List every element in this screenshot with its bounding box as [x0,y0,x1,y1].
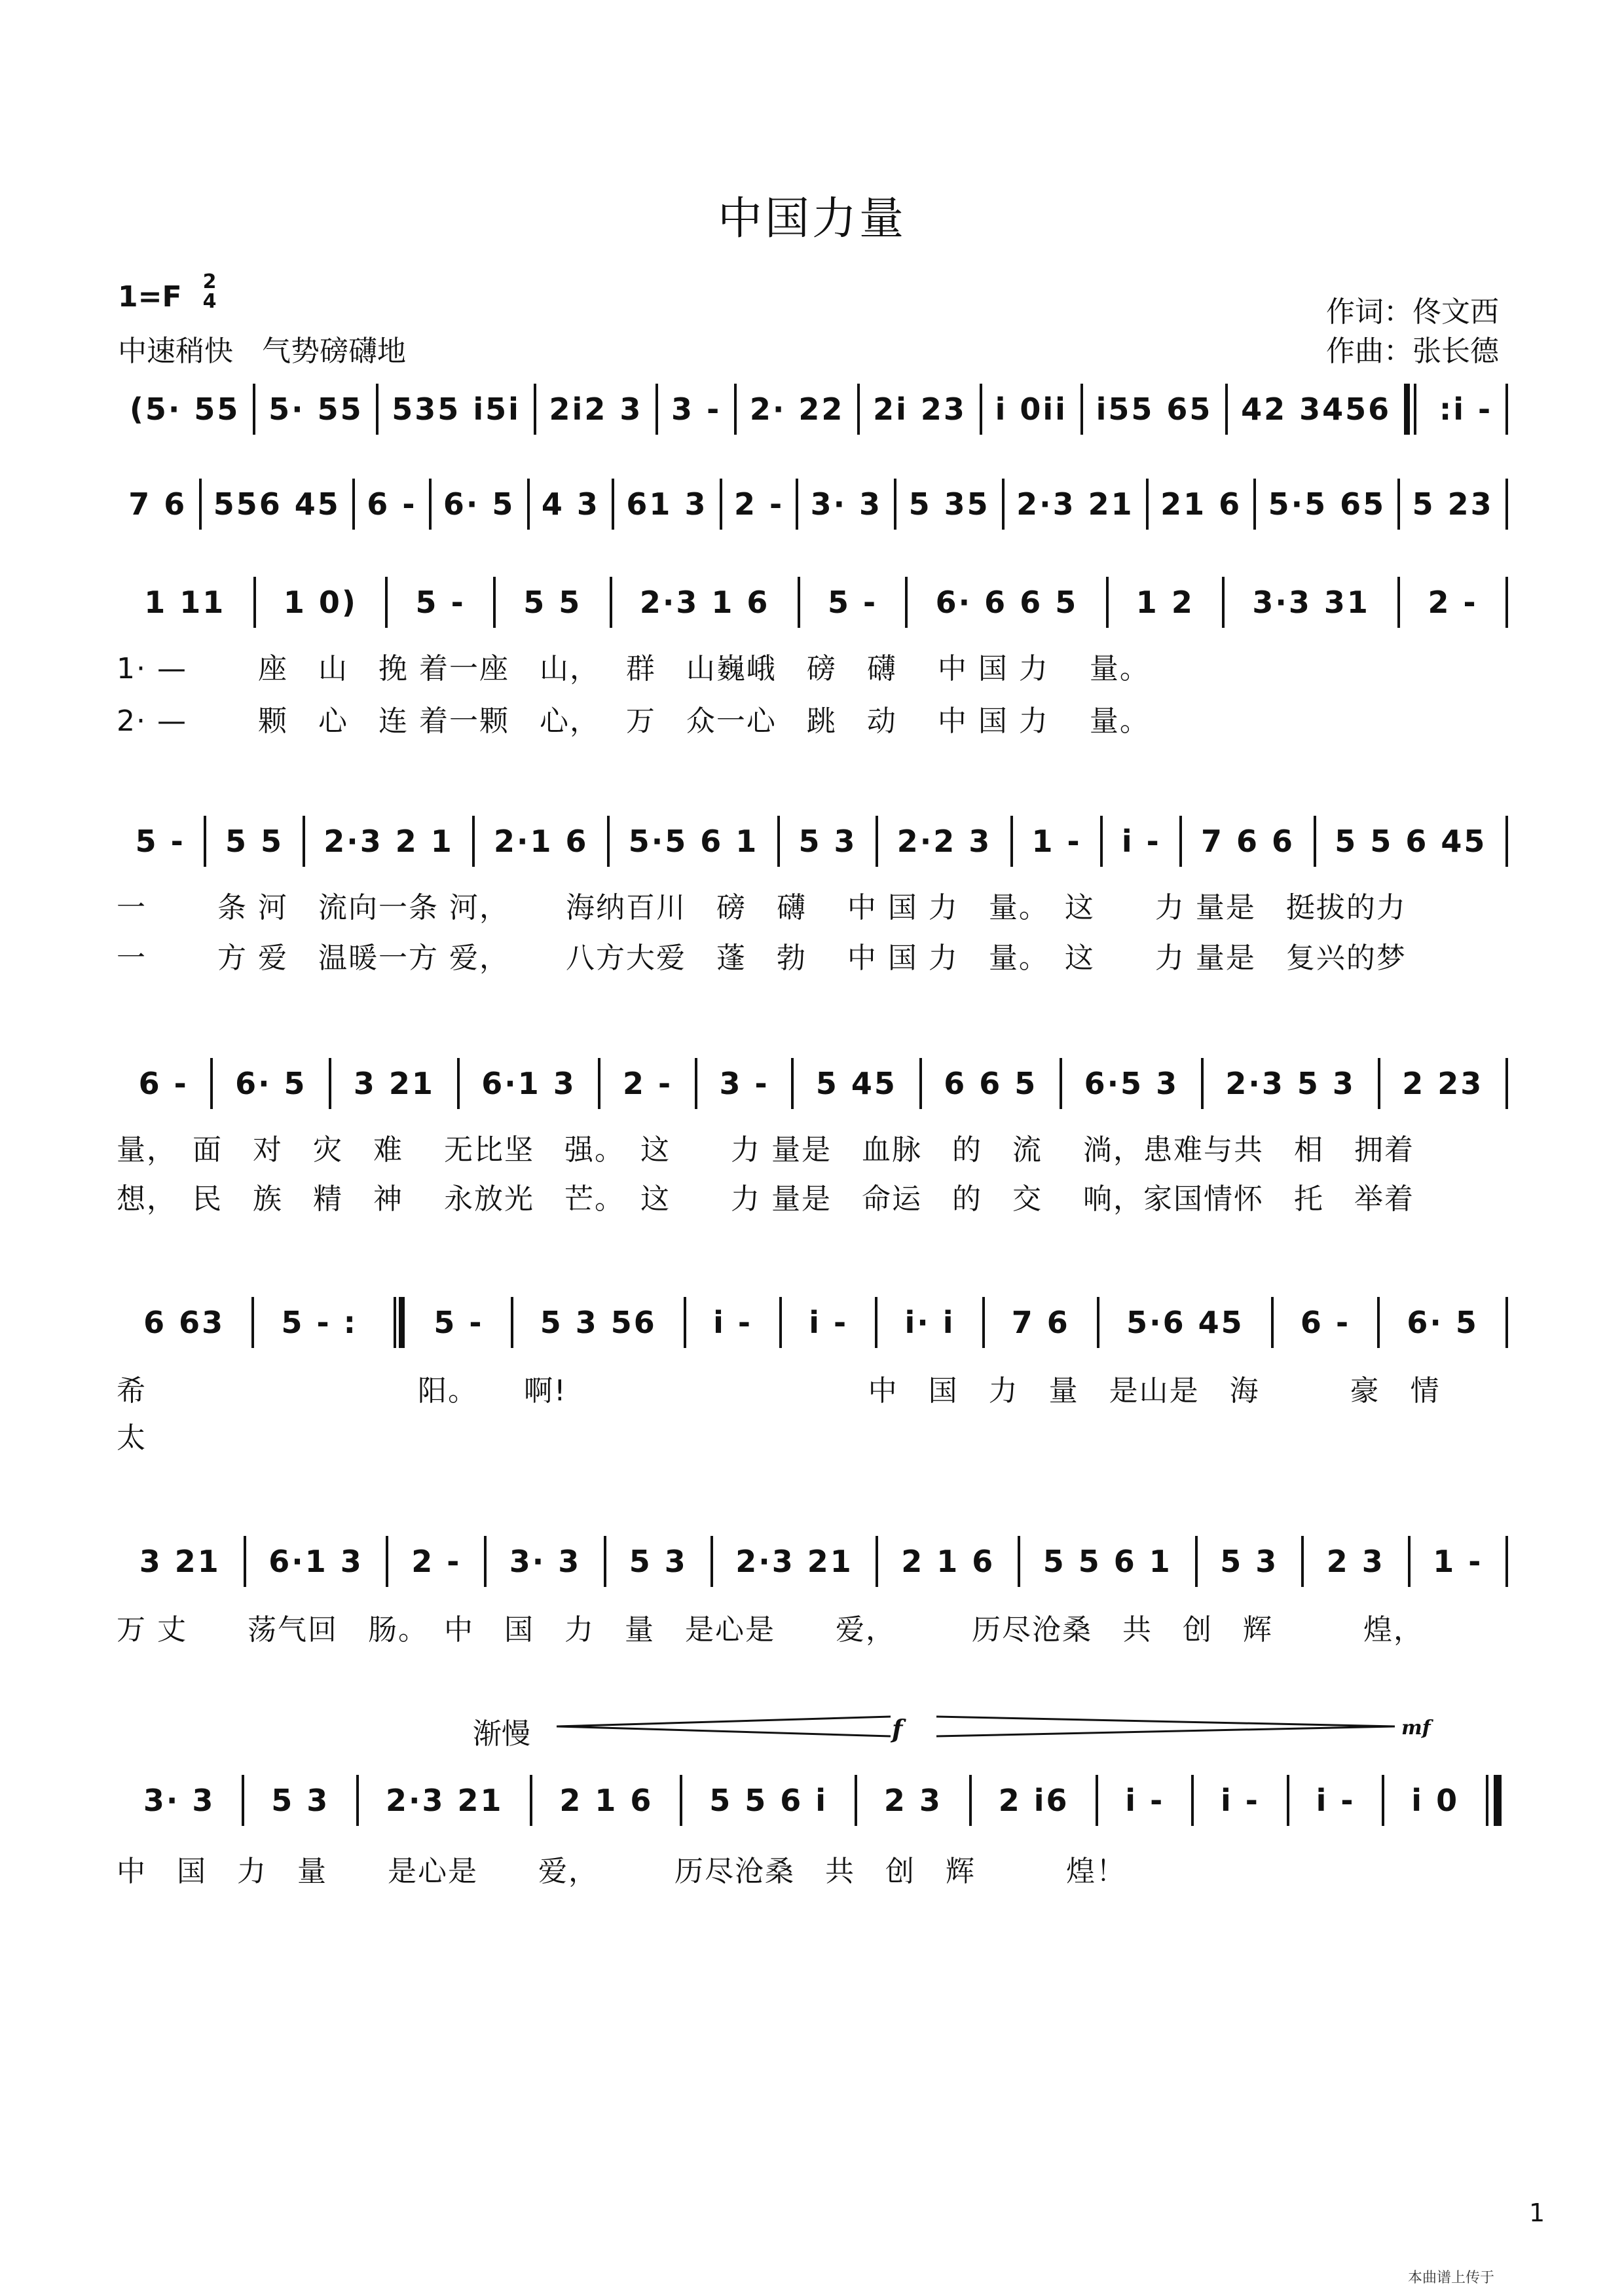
notation-row [117,815,1508,867]
measure: 3· 3 [143,1783,215,1818]
barline [1505,1536,1508,1587]
notation-row [117,383,1508,435]
measure: 2 - [411,1544,462,1579]
measure: 6· 5 [1407,1305,1479,1340]
measure: 3 - [719,1066,769,1101]
measure: 2 3 [883,1783,942,1818]
measure: (5· 55 [129,392,240,427]
notation-row [117,1057,1508,1110]
page-number: 1 [1529,2198,1545,2227]
lyric-verse-2: 2· — 颗 心 连 着一颗 心， 万 众一心 跳 动 中 国 力 量。 [117,704,1150,738]
measure: 3 21 [353,1066,435,1101]
measure: 7 6 [128,486,187,522]
measure: i - [1121,824,1161,859]
dynamic-mezzo-forte: mf [1401,1717,1431,1740]
barline [1505,816,1508,867]
measure: 6· 5 [235,1066,307,1101]
measure: 2i 23 [873,392,967,427]
measure: 6·5 3 [1084,1066,1179,1101]
dynamic-forte: f [892,1714,903,1743]
notation-row [117,576,1508,629]
measure: 3 21 [139,1544,221,1579]
measure: 2·2 3 [896,824,992,859]
measure: :i - [1439,392,1493,427]
ritardando-marking: 渐慢 [473,1717,530,1751]
measure: 5 5 [523,585,582,620]
measure: 61 3 [626,486,708,522]
measure: 2·3 21 [735,1544,853,1579]
measure: 2 i6 [998,1783,1069,1818]
lyric-verse-1: 量， 面 对 灾 难 无比坚 强。 这 力 量是 血脉 的 流 淌，患难与共 相 拥着 [117,1133,1414,1167]
measure: 5 - [434,1305,484,1340]
lyric-verse-1: 万 丈 荡气回 肠。 中 国 力 量 是心是 爱， 历尽沧桑 共 创 辉 煌， [117,1613,1424,1647]
measure: 5 23 [1412,486,1494,522]
lyric-verse-1: 1· — 座 山 挽 着一座 山， 群 山巍峨 磅 礴 中 国 力 量。 [117,652,1150,685]
measure: 5·5 65 [1268,486,1386,522]
key-signature: 1=F [118,280,182,314]
measure: i - [1220,1783,1260,1818]
measure: 5 - [827,585,878,620]
measure: 535 i5i [392,392,521,427]
measure: 5 - : [281,1305,358,1340]
notation-row [117,1774,1508,1827]
measure: 2·3 21 [386,1783,504,1818]
measure: 2i2 3 [549,392,643,427]
time-signature-bottom: 4 [202,290,217,313]
measure: 2 23 [1402,1066,1484,1101]
measure: 6· 5 [443,486,515,522]
measure: 3·3 31 [1252,585,1370,620]
lyric-verse-1: 希 阳。 啊! 中 国 力 量 是山是 海 豪 情 [117,1374,1441,1408]
measure: 6·1 3 [268,1544,363,1579]
measure: 2·3 5 3 [1225,1066,1356,1101]
lyric-verse-2: 太 [117,1421,147,1455]
notation-row [117,1535,1508,1588]
measure: 3· 3 [810,486,883,522]
measure: i 0ii [995,392,1067,427]
measure: 21 6 [1160,486,1242,522]
measure: 2·3 21 [1016,486,1134,522]
measure: 6 - [1300,1305,1351,1340]
barline [1505,1297,1508,1348]
measure: 42 3456 [1241,392,1392,427]
measure: 1 - [1433,1544,1483,1579]
measure: i· i [904,1305,955,1340]
measure: i 0 [1411,1783,1460,1818]
upload-footer: 本曲谱上传于 [1408,2270,1495,2286]
song-title: 中国力量 [717,193,906,245]
measure: i - [1125,1783,1165,1818]
measure: i - [713,1305,752,1340]
barline [1505,1058,1508,1109]
measure: 4 3 [541,486,600,522]
measure: 5 45 [815,1066,897,1101]
measure: 6 6 5 [944,1066,1038,1101]
measure: 2·3 1 6 [639,585,770,620]
measure: 5 35 [908,486,990,522]
time-signature-top: 2 [202,270,217,293]
crescendo-decrescendo-hairpin [557,1710,1434,1743]
measure: 1 - [1031,824,1082,859]
measure: 6 - [138,1066,189,1101]
tempo-marking: 中速稍快 气势磅礴地 [118,335,406,368]
measure: 5·5 6 1 [628,824,759,859]
measure: 5 5 6 45 [1335,824,1487,859]
barline [1505,384,1508,435]
measure: 2 - [733,486,784,522]
measure: 7 6 6 [1201,824,1295,859]
measure: 6 63 [143,1305,225,1340]
measure: 2· 22 [749,392,845,427]
measure: 1 2 [1135,585,1194,620]
lyric-verse-2: 一 方 爱 温暖一方 爱， 八方大爱 蓬 勃 中 国 力 量。 这 力 量是 复兴的梦 [117,941,1407,975]
measure: 5 3 56 [540,1305,657,1340]
lyric-verse-2: 想， 民 族 精 神 永放光 芒。 这 力 量是 命运 的 交 响，家国情怀 托 举着 [117,1182,1414,1216]
measure: i55 65 [1096,392,1213,427]
measure: 5·6 45 [1126,1305,1244,1340]
measure: 5 3 [629,1544,688,1579]
measure: 2·1 6 [494,824,589,859]
measure: i - [809,1305,849,1340]
lyric-verse-1: 中 国 力 量 是心是 爱， 历尽沧桑 共 创 辉 煌！ [117,1855,1126,1888]
measure: 2 1 6 [901,1544,995,1579]
final-barline [1486,1775,1508,1826]
measure: 2 - [1428,585,1478,620]
measure: 3· 3 [509,1544,581,1579]
measure: 2 - [623,1066,673,1101]
measure: 2 1 6 [559,1783,654,1818]
measure: 3 - [671,392,722,427]
measure: 1 0) [283,585,358,620]
measure: 6·1 3 [481,1066,576,1101]
measure: i - [1316,1783,1356,1818]
measure: 556 45 [213,486,341,522]
measure: 5 5 [225,824,284,859]
measure: 7 6 [1011,1305,1070,1340]
measure: 5 5 6 1 [1043,1544,1172,1579]
lyric-verse-1: 一 条 河 流向一条 河， 海纳百川 磅 礴 中 国 力 量。 这 力 量是 挺拔的力 [117,891,1407,924]
measure: 5 5 6 i [709,1783,828,1818]
lyricist-credit: 作词：佟文西 [1326,295,1499,329]
notation-row [117,1296,1508,1349]
measure: 6· 6 6 5 [935,585,1079,620]
measure: 5 3 [271,1783,330,1818]
measure: 5 3 [1220,1544,1279,1579]
repeat-end-barline [384,1297,407,1348]
measure: 5 3 [798,824,857,859]
measure: 5 - [135,824,185,859]
measure: 2 3 [1326,1544,1385,1579]
repeat-start-barline [1404,384,1426,435]
measure: 6 - [367,486,417,522]
measure: 2·3 2 1 [323,824,454,859]
measure: 1 11 [144,585,226,620]
measure: 5 - [415,585,466,620]
barline [1505,479,1508,530]
notation-row [117,478,1508,530]
barline [1505,577,1508,628]
composer-credit: 作曲：张长德 [1326,335,1499,368]
measure: 5· 55 [268,392,363,427]
time-signature [200,272,219,312]
